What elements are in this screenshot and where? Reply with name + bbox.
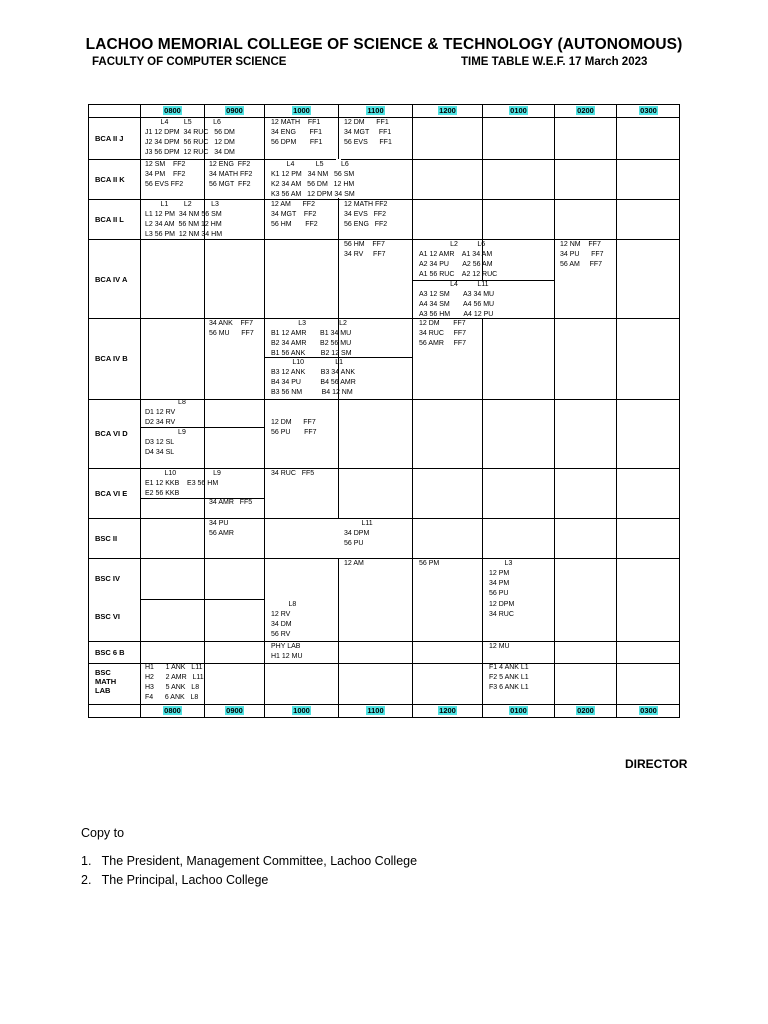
cell-text: L8 D1 12 RV D2 34 RV [145, 399, 186, 426]
cell-text: 34 ANK FF7 56 MU FF7 [209, 320, 254, 337]
time-header: 1000 [293, 106, 310, 115]
time-footer: 1100 [367, 706, 384, 715]
row-label: BSC 6 B [95, 648, 125, 657]
time-header: 0300 [640, 106, 657, 115]
row-label: BCA II K [95, 175, 125, 184]
row-label: BCA VI D [95, 429, 128, 438]
time-footer: 1200 [439, 706, 456, 715]
timetable-grid [88, 104, 680, 718]
time-footer: 0200 [577, 706, 594, 715]
row-label: BCA IV B [95, 354, 128, 363]
cell-text: L10 L9 E1 12 KKB E3 56 HM E2 56 KKB [145, 470, 221, 497]
director-signature: DIRECTOR [625, 757, 688, 771]
cell-text: 56 PM [419, 560, 440, 567]
cell-text: PHY LAB H1 12 MU [271, 643, 303, 660]
timetable-date: TIME TABLE W.E.F. 17 March 2023 [461, 56, 648, 68]
cell-text: 12 SM FF2 34 PM FF2 56 EVS FF2 [145, 161, 186, 188]
cell-text: H1 1 ANK L11 H2 2 AMR L11 H3 5 ANK L8 F4 6 ANK L8 [145, 664, 204, 701]
time-header: 0100 [510, 106, 527, 115]
cell-text: 34 AMR FF5 [209, 499, 253, 506]
recipient-item: 1. The President, Management Committee, Lachoo College [81, 854, 418, 868]
cell-text: 12 NM FF7 34 PU FF7 56 AM FF7 [560, 241, 604, 268]
row-label: BSC IV [95, 574, 121, 583]
cell-text: L3 L2 B1 12 AMR B1 34 MU B2 34 AMR B2 56 MU B1 56 ANK B2 12 SM [271, 320, 352, 357]
cell-text: L4 L5 L6 K1 12 PM 34 NM 56 SM K2 34 AM 56 DM 12 HM K3 56 AM 12 DPM 34 SM [271, 161, 355, 198]
cell-text: L10 L1 B3 12 ANK B3 34 ANK B4 34 PU B4 56 AMR B3 56 NM B4 12 NM [271, 359, 356, 396]
time-footer: 1000 [293, 706, 310, 715]
cell-text: L9 D3 12 SL D4 34 SL [145, 429, 186, 456]
faculty-title: FACULTY OF COMPUTER SCIENCE [92, 56, 287, 68]
row-label: BSC VI [95, 612, 121, 621]
cell-text: L11 34 DPM 56 PU [344, 520, 373, 547]
cell-text: 12 DPM 34 RUC [489, 601, 515, 618]
time-header: 0800 [164, 106, 181, 115]
cell-text: L2 L6 A1 12 AMR A1 34 AM A2 34 PU A2 56 AM A1 56 RUC A2 12 RUC [419, 241, 498, 278]
row-label: BCA VI E [95, 489, 128, 498]
cell-text: 12 MU [489, 643, 510, 650]
time-header: 1200 [439, 106, 456, 115]
time-footer: 0300 [640, 706, 657, 715]
cell-text: 12 MATH FF2 34 EVS FF2 56 ENG FF2 [344, 201, 388, 228]
time-footer: 0800 [164, 706, 181, 715]
time-footer: 0900 [226, 706, 243, 715]
recipient-item: 2. The Principal, Lachoo College [81, 873, 269, 887]
cell-text: 12 DM FF7 56 PU FF7 [271, 419, 317, 436]
row-label: BCA II J [95, 134, 124, 143]
cell-text: 12 DM FF1 34 MGT FF1 56 EVS FF1 [344, 119, 392, 146]
cell-text: L3 12 PM 34 PM 56 PU [489, 560, 513, 597]
cell-text: 34 RUC FF5 [271, 470, 315, 477]
cell-text: 12 AM FF2 34 MGT FF2 56 HM FF2 [271, 201, 318, 228]
cell-text: 56 HM FF7 34 RV FF7 [344, 241, 386, 258]
copy-to-label: Copy to [81, 826, 125, 840]
time-header: 0200 [577, 106, 594, 115]
cell-text: 34 PU 56 AMR [209, 520, 234, 537]
cell-text: 12 MATH FF1 34 ENG FF1 56 DPM FF1 [271, 119, 323, 146]
cell-text: L8 12 RV 34 DM 56 RV [271, 601, 297, 638]
cell-text: F1 4 ANK L1 F2 5 ANK L1 F3 6 ANK L1 [489, 664, 529, 691]
time-footer: 0100 [510, 706, 527, 715]
cell-text: L1 L2 L3 L1 12 PM 34 NM 56 SM L2 34 AM 56 NM 12 HM L3 56 PM 12 NM 34 HM [145, 201, 223, 238]
row-label: BSC II [95, 534, 118, 543]
cell-text: 12 AM [344, 560, 364, 567]
row-label: BSC MATH LAB [95, 668, 117, 695]
cell-text: L4 L5 L6 J1 12 DPM 34 RUC 56 DM J2 34 DPM 56 RUC 12 DM J3 56 DPM 12 RUC 34 DM [145, 119, 235, 156]
row-label: BCA II L [95, 215, 124, 224]
cell-text: L4 L11 A3 12 SM A3 34 MU A4 34 SM A4 56 MU A3 56 HM A4 12 PU [419, 281, 495, 318]
row-label: BCA IV A [95, 275, 128, 284]
time-header: 1100 [367, 106, 384, 115]
college-title: LACHOO MEMORIAL COLLEGE OF SCIENCE & TECHNOLOGY (AUTONOMOUS) [85, 36, 683, 53]
cell-text: 12 DM FF7 34 RUC FF7 56 AMR FF7 [419, 320, 467, 347]
time-header: 0900 [226, 106, 243, 115]
cell-text: 12 ENG FF2 34 MATH FF2 56 MGT FF2 [209, 161, 253, 188]
